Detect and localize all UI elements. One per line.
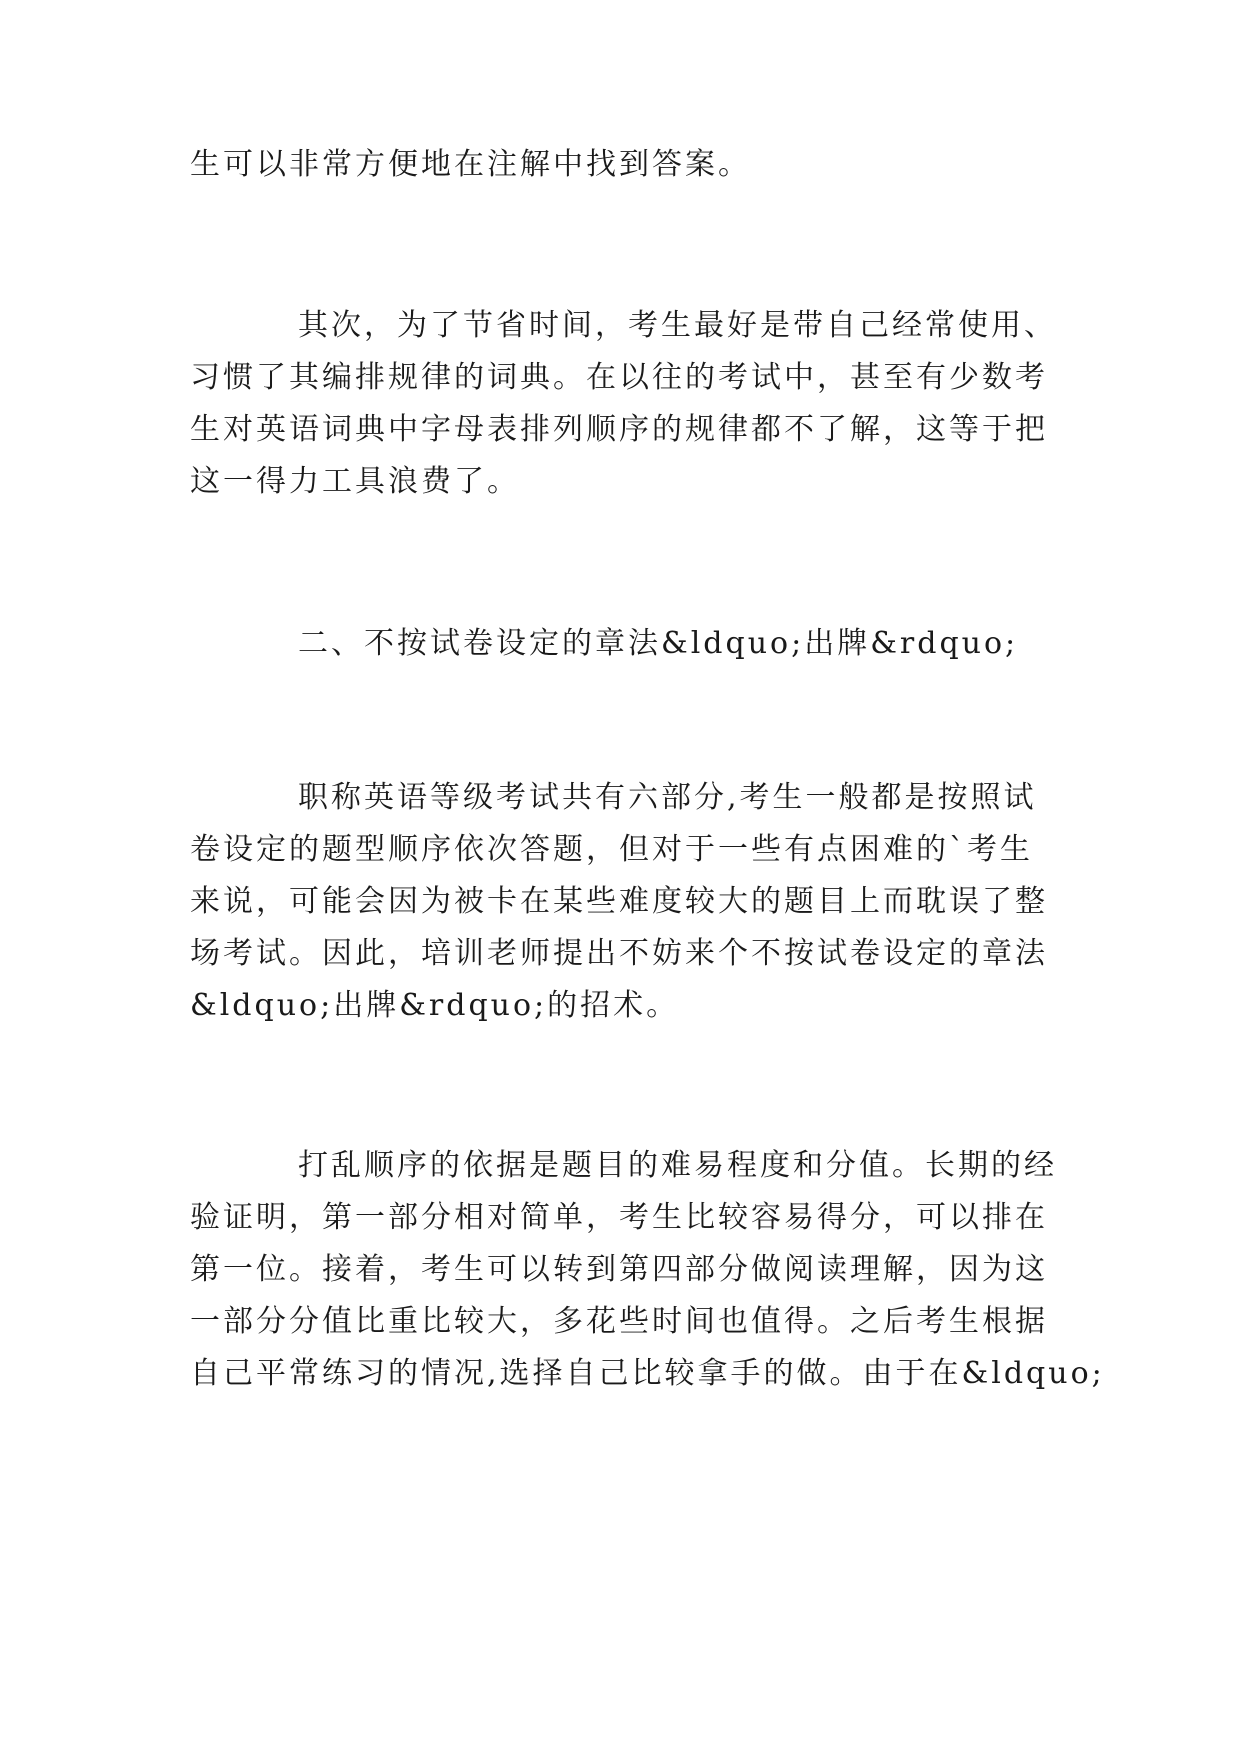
paragraph-4-line-2: 验证明，第一部分相对简单，考生比较容易得分，可以排在 — [190, 1200, 1048, 1235]
paragraph-2-line-3: 生对英语词典中字母表排列顺序的规律都不了解，这等于把 — [190, 412, 1048, 447]
paragraph-4-line-1: 打乱顺序的依据是题目的难易程度和分值。长期的经 — [298, 1148, 1057, 1183]
paragraph-3-line-2: 卷设定的题型顺序依次答题，但对于一些有点困难的`考生 — [190, 832, 1033, 867]
section-heading: 二、不按试卷设定的章法&ldquo;出牌&rdquo; — [298, 626, 1019, 661]
paragraph-4-line-4: 一部分分值比重比较大，多花些时间也值得。之后考生根据 — [190, 1304, 1048, 1339]
paragraph-3-line-1: 职称英语等级考试共有六部分,考生一般都是按照试 — [298, 780, 1037, 815]
paragraph-2-line-2: 习惯了其编排规律的词典。在以往的考试中，甚至有少数考 — [190, 360, 1048, 395]
paragraph-2-line-1: 其次，为了节省时间，考生最好是带自己经常使用、 — [298, 308, 1057, 343]
paragraph-3-line-3: 来说，可能会因为被卡在某些难度较大的题目上而耽误了整 — [190, 884, 1048, 919]
paragraph-3-line-5: &ldquo;出牌&rdquo;的招术。 — [190, 988, 680, 1023]
paragraph-3-line-4: 场考试。因此，培训老师提出不妨来个不按试卷设定的章法 — [190, 936, 1048, 971]
paragraph-4-line-5: 自己平常练习的情况,选择自己比较拿手的做。由于在&ldquo; — [190, 1356, 1105, 1391]
paragraph-2-line-4: 这一得力工具浪费了。 — [190, 464, 520, 499]
paragraph-1-line-1: 生可以非常方便地在注解中找到答案。 — [190, 147, 751, 182]
paragraph-4-line-3: 第一位。接着，考生可以转到第四部分做阅读理解，因为这 — [190, 1252, 1048, 1287]
